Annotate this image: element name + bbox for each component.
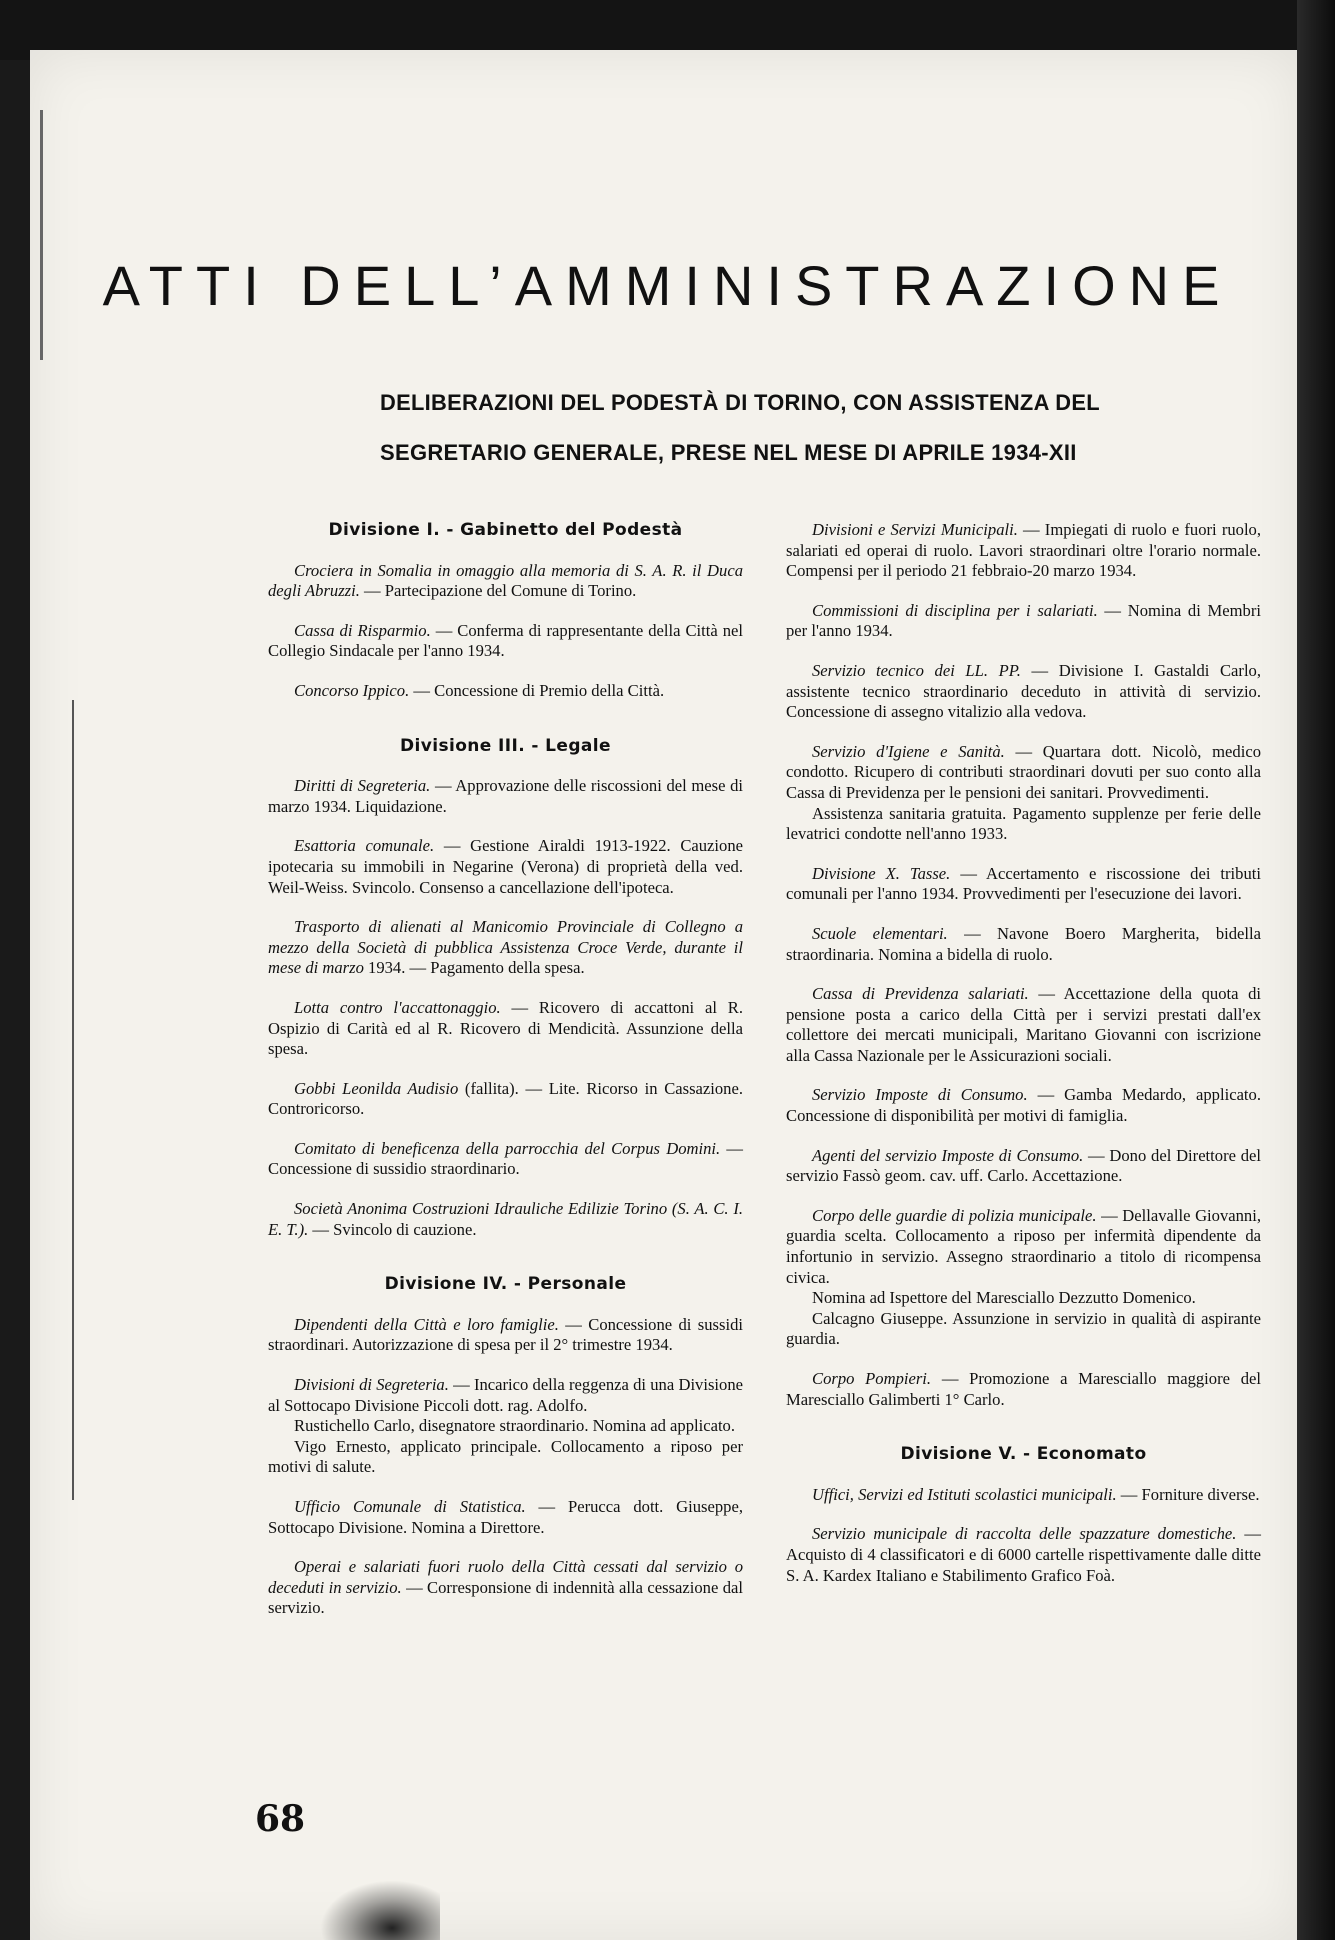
entry-text: — Forniture diverse. [1116,1484,1260,1504]
entry [786,864,1261,905]
entry-title: Servizio Imposte di Consumo. [812,1085,1028,1105]
right-column [786,520,1261,1605]
entry-text: — Corresponsione di indennità alla cessazione dal servizio. [268,1577,743,1618]
entry [786,1369,1261,1410]
entry-title: Diritti di Segreteria. [294,776,431,796]
entry-text: 1934. — Pagamento della spesa. [363,958,585,978]
entry [268,1497,743,1538]
entry-title: Dipendenti della Città e loro famiglie. [294,1314,559,1334]
entry-text: — Navone Boero Margherita, bidella straordinaria. Nomina a bidella di ruolo. [786,923,1261,964]
entry-text: — Promozione a Maresciallo maggiore del Maresciallo Galimberti 1° Carlo. [786,1369,1261,1409]
entry [786,520,1261,582]
entry-title: Ufficio Comunale di Statistica. [294,1497,526,1516]
entry-title: Divisioni di Segreteria. [294,1375,449,1395]
entry [786,1085,1261,1126]
entry-text: — Concessione di Premio della Città. [409,680,665,700]
entry [786,984,1261,1066]
entry-title: Trasporto di alienati al Manicomio Provinciale di Collegno a mezzo della Società di pubblica Assistenza Croce Verde, durante il mese di marzo [268,917,743,978]
entry [268,1375,743,1478]
entry-title: Cassa di Previdenza salariati. [812,984,1029,1004]
section-heading: Divisione V. - Economato [900,1444,1147,1465]
page-title: ATTI DELL’AMMINISTRAZIONE [102,253,1233,317]
entry-text: — Accertamento e riscossione dei tributi comunali per l'anno 1934. Provvedimenti per l'esecuzione dei lavori. [786,863,1261,904]
entry [268,1079,743,1120]
entry [268,1315,743,1356]
entry-title: Crociera in Somalia in omaggio alla memoria di S. A. R. il Duca degli Abruzzi. [268,560,743,601]
page-number: 68 [255,1798,306,1840]
scan-artifact-line [40,110,43,360]
entry-text: — Nomina di Membri per l'anno 1934. [786,600,1261,641]
entry-text: — Acquisto di 4 classificatori e di 6000 cartelle rispettivamente dalle ditte S. A. Kardex Italiano e Stabilimento Grafico Foà. [786,1524,1261,1585]
entry-title: Società Anonima Costruzioni Idrauliche Edilizie Torino (S. A. C. I. E. T.). [268,1199,743,1239]
entry-continuation: Assistenza sanitaria gratuita. Pagamento supplenze per ferie delle levatrici condotte nell'anno 1933. [786,803,1261,844]
entry [268,621,743,662]
entry-text: — Approvazione delle riscossioni del mese di marzo 1934. Liquidazione. [268,776,743,816]
entry [268,1139,743,1180]
entry-text: — Conferma di rappresentante della Città nel Collegio Sindacale per l'anno 1934. [268,620,744,661]
entry [268,836,743,898]
scan-artifact-line [72,700,74,1500]
entry-title: Operai e salariati fuori ruolo della Città cessati dal servizio o deceduti in servizio. [268,1557,743,1597]
scan-artifact-smudge [320,1880,440,1940]
entry-title: Divisione X. Tasse. [812,863,951,883]
entry-title: Agenti del servizio Imposte di Consumo. [812,1145,1084,1165]
entry [786,924,1261,965]
entry-text: — Gamba Medardo, applicato. Concessione di disponibilità per motivi di famiglia. [786,1085,1261,1126]
entry-title: Servizio tecnico dei LL. PP. [812,660,1021,680]
entry-title: Gobbi Leonilda Audisio [294,1078,459,1098]
entry-text: — Accettazione della quota di pensione posta a carico della Città per i servizi prestati dall'ex collettore dei mercati municipali, Maritano Giovanni con iscrizione alla Cassa Nazionale per le Assicurazioni sociali. [786,984,1262,1065]
subtitle-line-2: SEGRETARIO GENERALE, PRESE NEL MESE DI APRILE 1934-XII [380,440,1077,465]
entry-text: — Perucca dott. Giuseppe, Sottocapo Divisione. Nomina a Direttore. [268,1497,743,1537]
section-heading: Divisione IV. - Personale [384,1274,627,1295]
entry-text: — Svincolo di cauzione. [308,1219,477,1239]
entry-text: — Ricovero di accattoni al R. Ospizio di Carità ed al R. Ricovero di Mendicità. Assunzione della spesa. [268,997,744,1059]
entry [268,681,743,702]
entry-title: Esattoria comunale. [294,836,435,856]
entry [268,561,743,602]
entry-title: Cassa di Risparmio. [294,620,431,640]
entry-text: — Gestione Airaldi 1913-1922. Cauzione ipotecaria su immobili in Negarine (Verona) di proprietà della ved. Weil-Weiss. Svincolo. Consenso a cancellazione dell'ipoteca. [268,836,743,897]
entry-title: Uffici, Servizi ed Istituti scolastici municipali. [812,1484,1117,1504]
entry-text: — Incarico della reggenza di una Divisione al Sottocapo Divisione Piccoli dott. rag. Adolfo. [268,1375,743,1415]
entry [268,917,743,979]
entry-title: Servizio d'Igiene e Sanità. [812,741,1005,761]
entry [786,1485,1261,1506]
entry-title: Lotta contro l'accattonaggio. [294,997,501,1017]
entry-title: Corpo delle guardie di polizia municipale. [812,1205,1097,1225]
entry [268,1557,743,1619]
entry-title: Corpo Pompieri. [812,1369,932,1388]
entry-continuation: Rustichello Carlo, disegnatore straordinario. Nomina ad applicato. [294,1416,735,1436]
entry-text: — Divisione I. Gastaldi Carlo, assistente tecnico straordinario deceduto in attività di servizio. Concessione di assegno vitalizio alla vedova. [786,660,1262,722]
entry [268,776,743,817]
entry [786,742,1261,845]
entry-text: — Impiegati di ruolo e fuori ruolo, salariati ed operai di ruolo. Lavori straordinari oltre l'orario normale. Compensi per il periodo 21 febbraio-20 marzo 1934. [786,520,1261,581]
entry [786,1146,1261,1187]
section-heading: Divisione I. - Gabinetto del Podestà [328,520,683,540]
entry-text: — Quartara dott. Nicolò, medico condotto. Ricupero di contributi straordinari dovuti per suo conto alla Cassa di Previdenza per le pensioni dei sanitari. Provvedimenti. [786,741,1261,802]
left-column [268,520,743,1638]
entry [786,661,1261,723]
section-heading: Divisione III. - Legale [400,735,611,756]
entry-title: Servizio municipale di raccolta delle spazzature domestiche. [812,1524,1237,1544]
entry-title: Scuole elementari. [812,923,948,943]
entry-text: — Dono del Direttore del servizio Fassò geom. cav. uff. Carlo. Accettazione. [786,1145,1261,1186]
entry-title: Concorso Ippico. [294,680,410,700]
entry-title: Comitato di beneficenza della parrocchia del Corpus Domini. [294,1138,721,1158]
entry-text: (fallita). — Lite. Ricorso in Cassazione. Controricorso. [268,1078,743,1119]
entry [786,601,1261,642]
entry-text: — Partecipazione del Comune di Torino. [359,581,637,601]
entry-text: — Concessione di sussidi straordinari. Autorizzazione di spesa per il 2° trimestre 1934. [268,1314,743,1355]
entry [786,1206,1261,1350]
entry-continuation: Vigo Ernesto, applicato principale. Collocamento a riposo per motivi di salute. [268,1436,743,1477]
entry [268,1199,743,1240]
entry [268,998,743,1060]
entry-text: — Dellavalle Giovanni, guardia scelta. Collocamento a riposo per infermità dipendente da infortunio in servizio. Assegno straordinario a titolo di ricompensa civica. [786,1205,1261,1287]
entry [786,1524,1261,1586]
entry-title: Divisioni e Servizi Municipali. [812,520,1018,539]
entry-title: Commissioni di disciplina per i salariati. [812,600,1098,620]
subtitle-line-1: DELIBERAZIONI DEL PODESTÀ DI TORINO, CON ASSISTENZA DEL [380,390,1100,415]
entry-text: — Concessione di sussidio straordinario. [268,1138,743,1179]
entry-continuation: Nomina ad Ispettore del Maresciallo Dezzutto Domenico. [812,1288,1196,1308]
entry-continuation: Calcagno Giuseppe. Assunzione in servizio in qualità di aspirante guardia. [786,1308,1261,1349]
